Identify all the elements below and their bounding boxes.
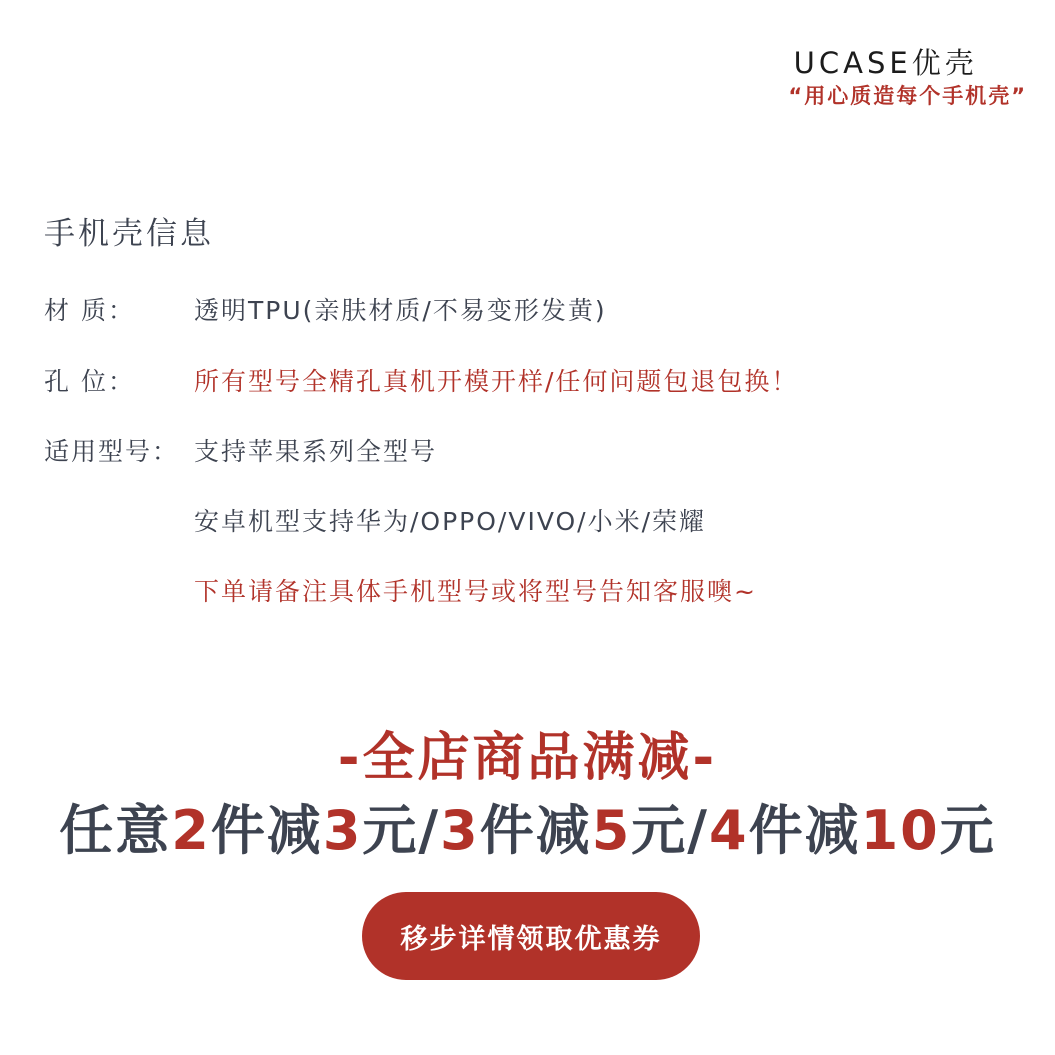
promo-part: 元/ (631, 799, 710, 862)
holes-label: 孔 位： (44, 367, 135, 396)
order-note-line: 下单请备注具体手机型号或将型号告知客服噢~ (194, 577, 757, 606)
brand-name: UCASE优壳 (793, 46, 978, 80)
info-row-material (44, 294, 607, 328)
promo-part: 件减 (479, 799, 592, 862)
promo-number: 2 (171, 799, 211, 862)
models-label: 适用型号： (44, 437, 180, 466)
promo-part: 件减 (748, 799, 861, 862)
promo-part: 件减 (210, 799, 323, 862)
promo-number: 4 (709, 799, 749, 862)
promo-number: 3 (440, 799, 480, 862)
material-label: 材 质： (44, 296, 135, 325)
brand-slogan: “用心质造每个手机壳” (788, 84, 1027, 108)
promo-number: 10 (860, 799, 940, 862)
promo-part: 元 (939, 799, 996, 862)
info-row-holes (44, 365, 798, 399)
brand-block (788, 44, 1027, 110)
info-row-models (44, 435, 437, 469)
get-coupon-button[interactable]: 移步详情领取优惠券 (362, 892, 700, 980)
promo-part: 元/ (362, 799, 441, 862)
promo-detail (0, 798, 1055, 864)
section-title: 手机壳信息 (44, 216, 214, 252)
promo-part: 任意 (59, 799, 172, 862)
models-value: 支持苹果系列全型号 (194, 437, 438, 466)
material-value: 透明TPU(亲肤材质/不易变形发黄) (194, 296, 607, 325)
promo-number: 5 (591, 799, 632, 862)
holes-value: 所有型号全精孔真机开模开样/任何问题包退包换！ (194, 367, 799, 396)
android-models-line: 安卓机型支持华为/OPPO/VIVO/小米/荣耀 (194, 507, 707, 536)
promo-number: 3 (322, 799, 363, 862)
promo-title: -全店商品满减- (337, 728, 718, 788)
